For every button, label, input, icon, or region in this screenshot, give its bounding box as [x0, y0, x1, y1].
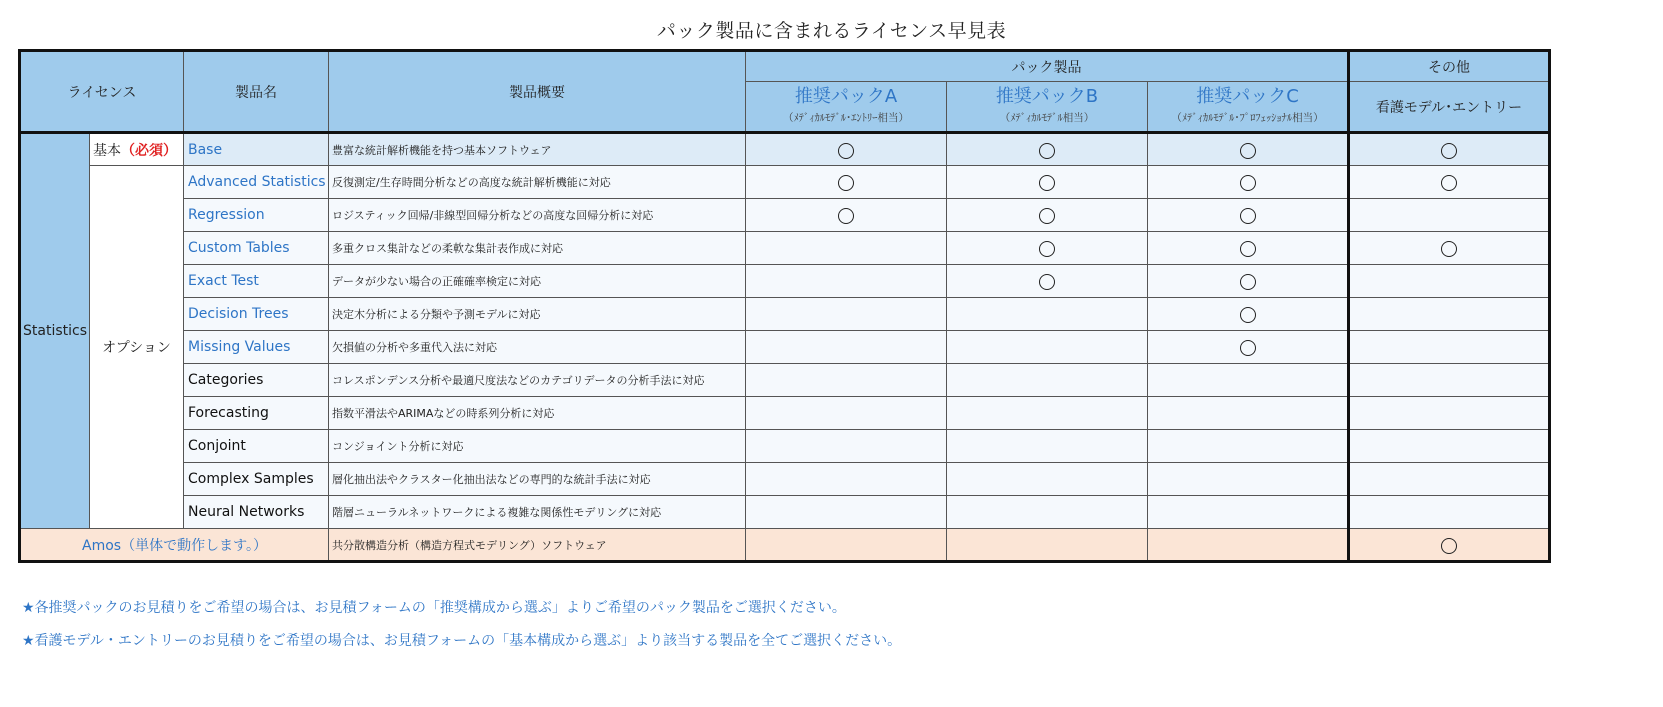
pack-a-cell: [746, 496, 947, 529]
header-license: ライセンス: [20, 51, 184, 133]
included-mark-icon: [1441, 241, 1457, 257]
header-pack-c: [1148, 82, 1349, 133]
table-row: [20, 430, 1550, 463]
pack-c-cell: [1148, 298, 1349, 331]
included-mark-icon: [1441, 175, 1457, 191]
table-row: [20, 232, 1550, 265]
product-name[interactable]: Base: [184, 133, 329, 166]
product-name[interactable]: Decision Trees: [184, 298, 329, 331]
pack-b-cell: [947, 133, 1148, 166]
pack-a-cell: [746, 529, 947, 562]
other-cell: [1349, 199, 1550, 232]
header-pack-group: パック製品: [746, 51, 1349, 82]
header-pack-a: [746, 82, 947, 133]
required-label: （必須）: [121, 142, 177, 159]
pack-b-cell: [947, 463, 1148, 496]
included-mark-icon: [838, 208, 854, 224]
pack-b-cell: [947, 496, 1148, 529]
pack-a-cell: [746, 430, 947, 463]
product-name: Categories: [184, 364, 329, 397]
header-nursing-model: 看護モデル･エントリー: [1349, 82, 1550, 133]
included-mark-icon: [1240, 274, 1256, 290]
pack-c-cell: [1148, 166, 1349, 199]
included-mark-icon: [1240, 143, 1256, 159]
included-mark-icon: [1039, 175, 1055, 191]
table-row: [20, 397, 1550, 430]
pack-a-cell: [746, 166, 947, 199]
other-cell: [1349, 232, 1550, 265]
table-row: [20, 265, 1550, 298]
product-name[interactable]: Custom Tables: [184, 232, 329, 265]
other-cell: [1349, 133, 1550, 166]
pack-a-cell: [746, 331, 947, 364]
pack-c-cell: [1148, 430, 1349, 463]
product-desc: 欠損値の分析や多重代入法に対応: [329, 331, 746, 364]
product-desc: 指数平滑法やARIMAなどの時系列分析に対応: [329, 397, 746, 430]
pack-c-cell: [1148, 397, 1349, 430]
included-mark-icon: [1240, 241, 1256, 257]
pack-c-cell: [1148, 232, 1349, 265]
pack-b-name: 推奨パックB: [995, 86, 1099, 107]
pack-a-cell: [746, 133, 947, 166]
pack-a-cell: [746, 232, 947, 265]
product-desc: コンジョイント分析に対応: [329, 430, 746, 463]
table-row: [20, 298, 1550, 331]
pack-b-cell: [947, 430, 1148, 463]
pack-b-cell: [947, 331, 1148, 364]
pack-c-cell: [1148, 364, 1349, 397]
included-mark-icon: [1441, 143, 1457, 159]
pack-a-cell: [746, 364, 947, 397]
pack-c-cell: [1148, 199, 1349, 232]
pack-b-cell: [947, 265, 1148, 298]
included-mark-icon: [838, 175, 854, 191]
included-mark-icon: [1039, 274, 1055, 290]
included-mark-icon: [1240, 307, 1256, 323]
product-desc: 層化抽出法やクラスター化抽出法などの専門的な統計手法に対応: [329, 463, 746, 496]
other-cell: [1349, 463, 1550, 496]
other-cell: [1349, 298, 1550, 331]
pack-a-cell: [746, 199, 947, 232]
note-nursing-model: ★看護モデル・エントリーのお見積りをご希望の場合は、お見積フォームの「基本構成から選ぶ」より該当する製品を全てご選択ください。: [22, 633, 902, 649]
included-mark-icon: [838, 143, 854, 159]
product-desc: ロジスティック回帰/非線型回帰分析などの高度な回帰分析に対応: [329, 199, 746, 232]
pack-c-cell: [1148, 133, 1349, 166]
pack-b-cell: [947, 364, 1148, 397]
group-basic: [90, 133, 184, 166]
product-name: Neural Networks: [184, 496, 329, 529]
other-cell: [1349, 397, 1550, 430]
product-desc: 豊富な統計解析機能を持つ基本ソフトウェア: [329, 133, 746, 166]
table-row: [20, 364, 1550, 397]
amos-name[interactable]: Amos（単体で動作します。）: [20, 529, 329, 562]
product-name: Complex Samples: [184, 463, 329, 496]
pack-a-cell: [746, 397, 947, 430]
product-name[interactable]: Advanced Statistics: [184, 166, 329, 199]
pack-c-cell: [1148, 496, 1349, 529]
page-title: パック製品に含まれるライセンス早見表: [656, 20, 1007, 42]
pack-c-name: 推奨パックC: [1196, 86, 1299, 107]
group-option: オプション: [90, 166, 184, 529]
pack-c-sub: （ﾒﾃﾞｨｶﾙﾓﾃﾞﾙ･ﾌﾟﾛﾌｪｯｼｮﾅﾙ相当）: [1171, 112, 1324, 124]
pack-a-cell: [746, 265, 947, 298]
product-name: Conjoint: [184, 430, 329, 463]
header-product-name: 製品名: [184, 51, 329, 133]
product-name[interactable]: Missing Values: [184, 331, 329, 364]
product-desc: コレスポンデンス分析や最適尺度法などのカテゴリデータの分析手法に対応: [329, 364, 746, 397]
table-row: [20, 496, 1550, 529]
other-cell: [1349, 496, 1550, 529]
pack-b-sub: （ﾒﾃﾞｨｶﾙﾓﾃﾞﾙ相当）: [999, 112, 1095, 124]
included-mark-icon: [1441, 538, 1457, 554]
pack-b-cell: [947, 298, 1148, 331]
included-mark-icon: [1039, 208, 1055, 224]
pack-c-cell: [1148, 463, 1349, 496]
pack-a-sub: （ﾒﾃﾞｨｶﾙﾓﾃﾞﾙ･ｴﾝﾄﾘｰ相当）: [783, 112, 909, 124]
header-other-group: その他: [1349, 51, 1550, 82]
table-row-amos: [20, 529, 1550, 562]
pack-a-name: 推奨パックA: [794, 86, 898, 107]
pack-a-cell: [746, 463, 947, 496]
other-cell: [1349, 331, 1550, 364]
product-desc: 階層ニューラルネットワークによる複雑な関係性モデリングに対応: [329, 496, 746, 529]
product-desc: データが少ない場合の正確確率検定に対応: [329, 265, 746, 298]
group-statistics: Statistics: [20, 133, 90, 529]
pack-a-cell: [746, 298, 947, 331]
included-mark-icon: [1039, 143, 1055, 159]
included-mark-icon: [1240, 208, 1256, 224]
table-row: [20, 463, 1550, 496]
pack-b-cell: [947, 397, 1148, 430]
pack-b-cell: [947, 232, 1148, 265]
pack-c-cell: [1148, 331, 1349, 364]
product-desc: 多重クロス集計などの柔軟な集計表作成に対応: [329, 232, 746, 265]
other-cell: [1349, 529, 1550, 562]
pack-c-cell: [1148, 265, 1349, 298]
pack-c-cell: [1148, 529, 1349, 562]
header-pack-b: [947, 82, 1148, 133]
other-cell: [1349, 265, 1550, 298]
table-row: [20, 199, 1550, 232]
basic-label: 基本: [93, 142, 121, 159]
pack-b-cell: [947, 166, 1148, 199]
table-row: [20, 166, 1550, 199]
included-mark-icon: [1240, 175, 1256, 191]
license-table: [18, 49, 1551, 563]
table-row: [20, 133, 1550, 166]
product-desc: 決定木分析による分類や予測モデルに対応: [329, 298, 746, 331]
product-name[interactable]: Exact Test: [184, 265, 329, 298]
amos-desc: 共分散構造分析（構造方程式モデリング）ソフトウェア: [329, 529, 746, 562]
header-product-summary: 製品概要: [329, 51, 746, 133]
included-mark-icon: [1039, 241, 1055, 257]
table-row: [20, 331, 1550, 364]
other-cell: [1349, 364, 1550, 397]
product-name[interactable]: Regression: [184, 199, 329, 232]
other-cell: [1349, 430, 1550, 463]
note-recommended-pack: ★各推奨パックのお見積りをご希望の場合は、お見積フォームの「推奨構成から選ぶ」よりご希望のパック製品をご選択ください。: [22, 600, 846, 616]
pack-b-cell: [947, 199, 1148, 232]
included-mark-icon: [1240, 340, 1256, 356]
product-name: Forecasting: [184, 397, 329, 430]
pack-b-cell: [947, 529, 1148, 562]
other-cell: [1349, 166, 1550, 199]
product-desc: 反復測定/生存時間分析などの高度な統計解析機能に対応: [329, 166, 746, 199]
